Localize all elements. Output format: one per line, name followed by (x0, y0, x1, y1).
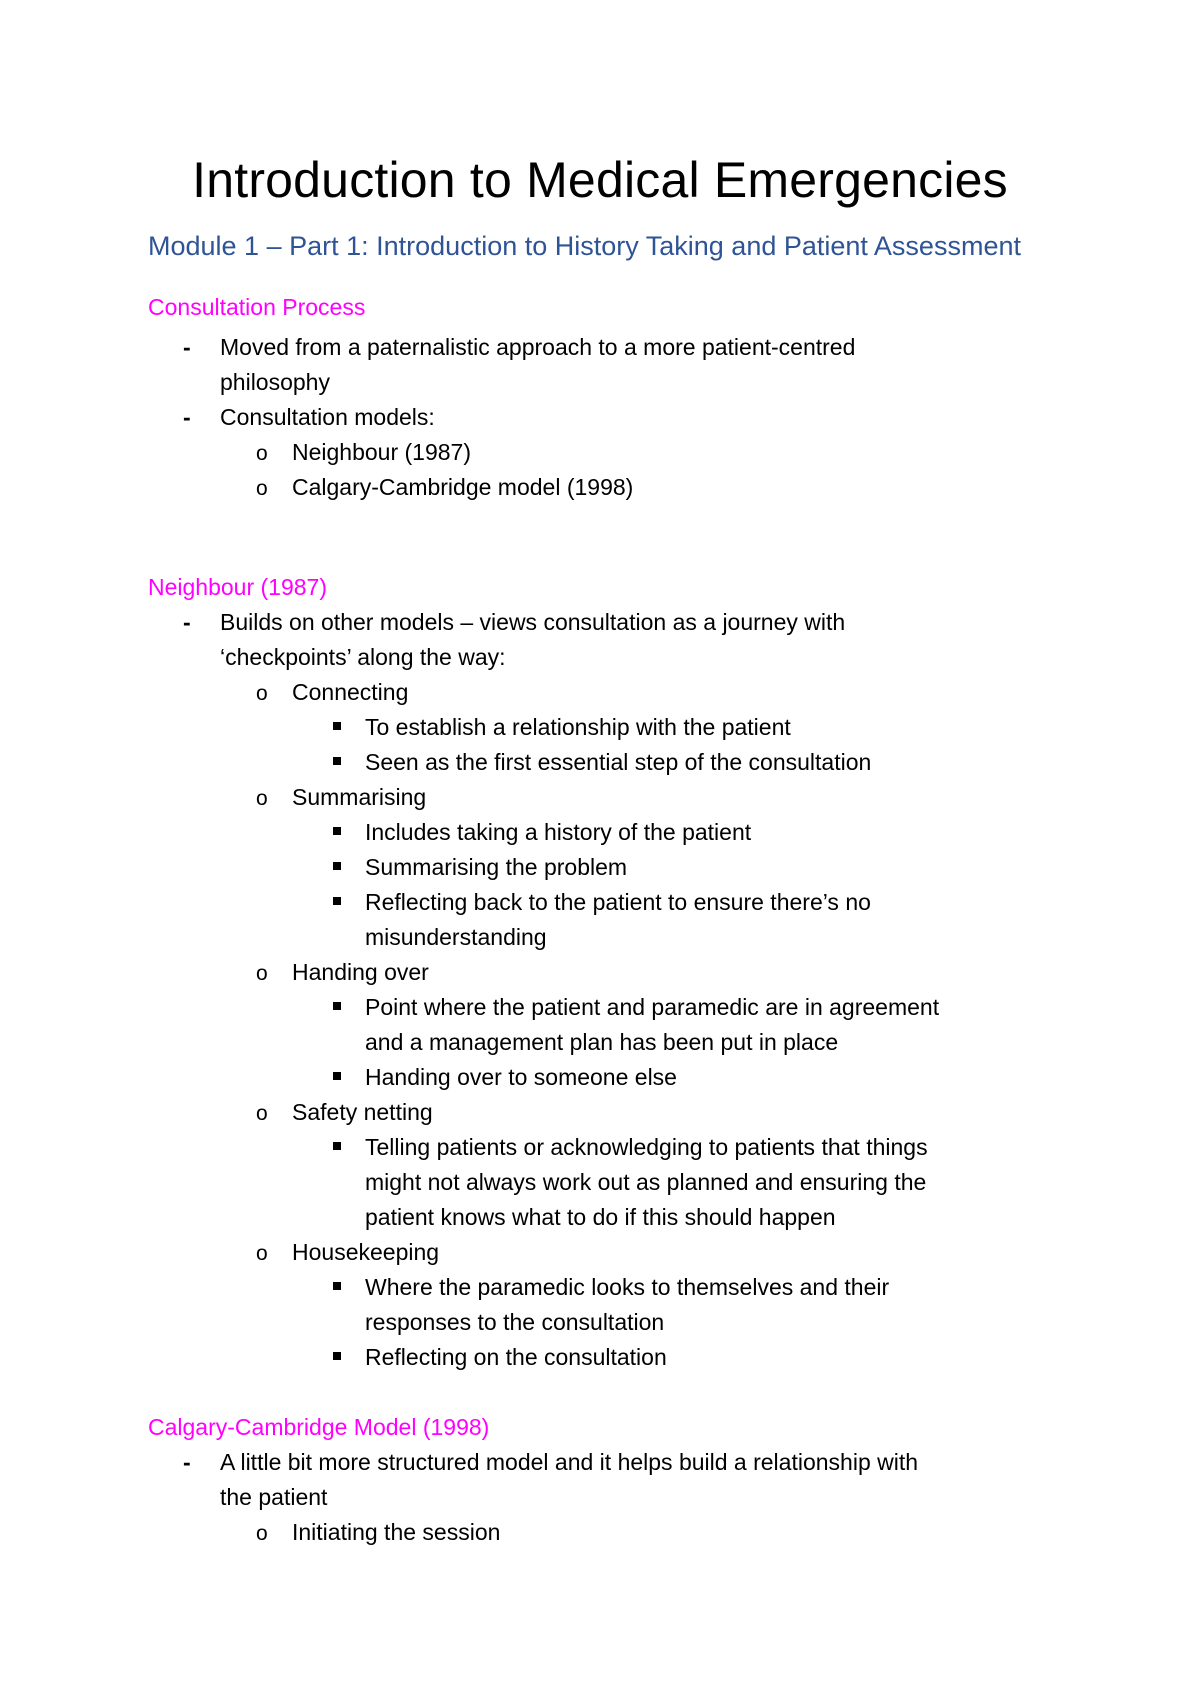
circle-bullet: o (256, 442, 268, 465)
list-item-text: Handing over (292, 959, 429, 985)
dash-bullet: - (183, 1449, 191, 1475)
list-item-text: misunderstanding (365, 924, 547, 950)
list-item-text: To establish a relationship with the patient (365, 714, 791, 740)
list-item-text: Telling patients or acknowledging to patients that things (365, 1134, 928, 1160)
list-item-text: ‘checkpoints’ along the way: (220, 644, 506, 670)
list-item-text: and a management plan has been put in place (365, 1029, 839, 1055)
list-item-text: Summarising the problem (365, 854, 628, 880)
square-bullet-icon (333, 1142, 341, 1150)
dash-bullet: - (183, 609, 191, 635)
document-title: Introduction to Medical Emergencies (192, 152, 1008, 208)
list-item-text: philosophy (220, 369, 330, 395)
list-item-text: Connecting (292, 679, 409, 705)
list-item-text: patient knows what to do if this should happen (365, 1204, 836, 1230)
list-item-text: Neighbour (1987) (292, 439, 472, 465)
list-item-text: Includes taking a history of the patient (365, 819, 752, 845)
square-bullet-icon (333, 722, 341, 730)
list-item-text: Reflecting back to the patient to ensure there’s no (365, 889, 871, 915)
dash-bullet: - (183, 334, 191, 360)
list-item-text: Safety netting (292, 1099, 433, 1125)
circle-bullet: o (256, 477, 268, 500)
list-item-text: the patient (220, 1484, 328, 1510)
list-item-text: A little bit more structured model and it helps build a relationship with (220, 1449, 919, 1475)
list-item-text: responses to the consultation (365, 1309, 665, 1335)
heading-neighbour: Neighbour (1987) (148, 574, 328, 600)
list-item-text: Reflecting on the consultation (365, 1344, 667, 1370)
square-bullet-icon (333, 1072, 341, 1080)
list-item-text: Housekeeping (292, 1239, 440, 1265)
circle-bullet: o (256, 1102, 268, 1125)
square-bullet-icon (333, 827, 341, 835)
square-bullet-icon (333, 757, 341, 765)
circle-bullet: o (256, 1522, 268, 1545)
list-item-text: Handing over to someone else (365, 1064, 677, 1090)
dash-bullet: - (183, 404, 191, 430)
list-item-text: Consultation models: (220, 404, 435, 430)
square-bullet-icon (333, 1352, 341, 1360)
circle-bullet: o (256, 962, 268, 985)
circle-bullet: o (256, 1242, 268, 1265)
list-item-text: Moved from a paternalistic approach to a more patient-centred (220, 334, 856, 360)
list-item-text: Point where the patient and paramedic are in agreement (365, 994, 940, 1020)
circle-bullet: o (256, 682, 268, 705)
list-item-text: Seen as the first essential step of the consultation (365, 749, 872, 775)
square-bullet-icon (333, 1282, 341, 1290)
list-item-text: might not always work out as planned and ensuring the (365, 1169, 927, 1195)
list-item-text: Initiating the session (292, 1519, 501, 1545)
module-subtitle: Module 1 – Part 1: Introduction to History Taking and Patient Assessment (148, 231, 1021, 261)
heading-consultation-process: Consultation Process (148, 294, 366, 320)
list-item-text: Calgary-Cambridge model (1998) (292, 474, 634, 500)
list-item-text: Where the paramedic looks to themselves and their (365, 1274, 890, 1300)
square-bullet-icon (333, 1002, 341, 1010)
square-bullet-icon (333, 862, 341, 870)
square-bullet-icon (333, 897, 341, 905)
list-item-text: Summarising (292, 784, 427, 810)
list-item-text: Builds on other models – views consultation as a journey with (220, 609, 846, 635)
circle-bullet: o (256, 787, 268, 810)
heading-calgary-cambridge: Calgary-Cambridge Model (1998) (148, 1414, 490, 1440)
